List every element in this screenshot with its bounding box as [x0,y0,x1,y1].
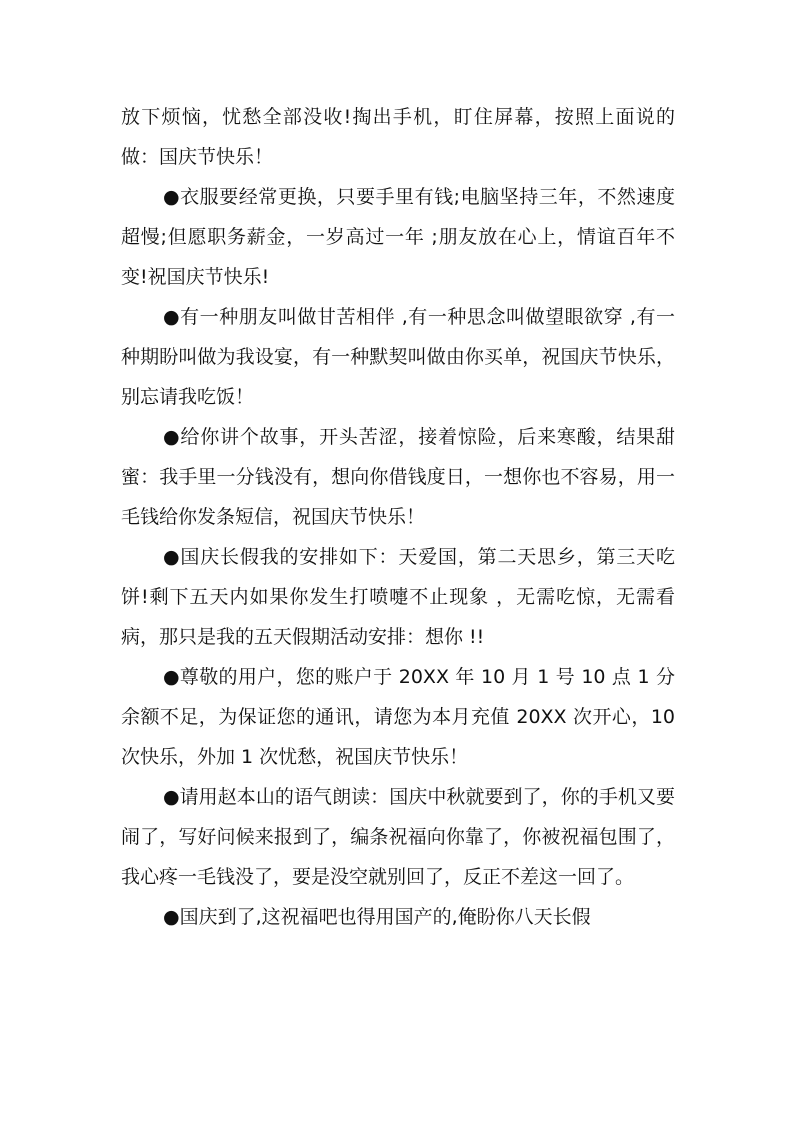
paragraph-3: ●有一种朋友叫做甘苦相伴 ,有一种思念叫做望眼欲穿 ,有一种期盼叫做为我设宴，有一种默契叫做由你买单，祝国庆节快乐，别忘请我吃饭！ [121,306,675,408]
paragraph-5: ●国庆长假我的安排如下：天爱国，第二天思乡，第三天吃饼!剩下五天内如果你发生打喷嚏不止现象 ，无需吃惊，无需看病，那只是我的五天假期活动安排：想你 !! [121,546,675,648]
paragraph-6: ●尊敬的用户，您的账户于 20XX 年 10 月 1 号 10 点 1 分余额不足，为保证您的通讯，请您为本月充值 20XX 次开心，10 次快乐，外加 1 次忧愁，祝国庆节快乐！ [121,666,682,768]
paragraph-8: ●国庆到了,这祝福吧也得用国产的,俺盼你八天长假 [163,906,591,928]
paragraph-2: ●衣服要经常更换，只要手里有钱;电脑坚持三年，不然速度超慢;但愿职务薪金，一岁高过一年 ;朋友放在心上，情谊百年不变!祝国庆节快乐! [121,186,675,288]
paragraph-7: ●请用赵本山的语气朗读：国庆中秋就要到了，你的手机又要闹了，写好问候来报到了，编条祝福向你靠了，你被祝福包围了，我心疼一毛钱没了，要是没空就别回了，反正不差这一回了。 [121,786,675,888]
paragraph-4: ●给你讲个故事，开头苦涩，接着惊险，后来寒酸，结果甜蜜：我手里一分钱没有，想向你借钱度日，一想你也不容易，用一毛钱给你发条短信，祝国庆节快乐！ [121,426,675,528]
document-body [121,97,682,937]
paragraph-1: 放下烦恼，忧愁全部没收!掏出手机，盯住屏幕，按照上面说的做：国庆节快乐！ [121,106,675,168]
